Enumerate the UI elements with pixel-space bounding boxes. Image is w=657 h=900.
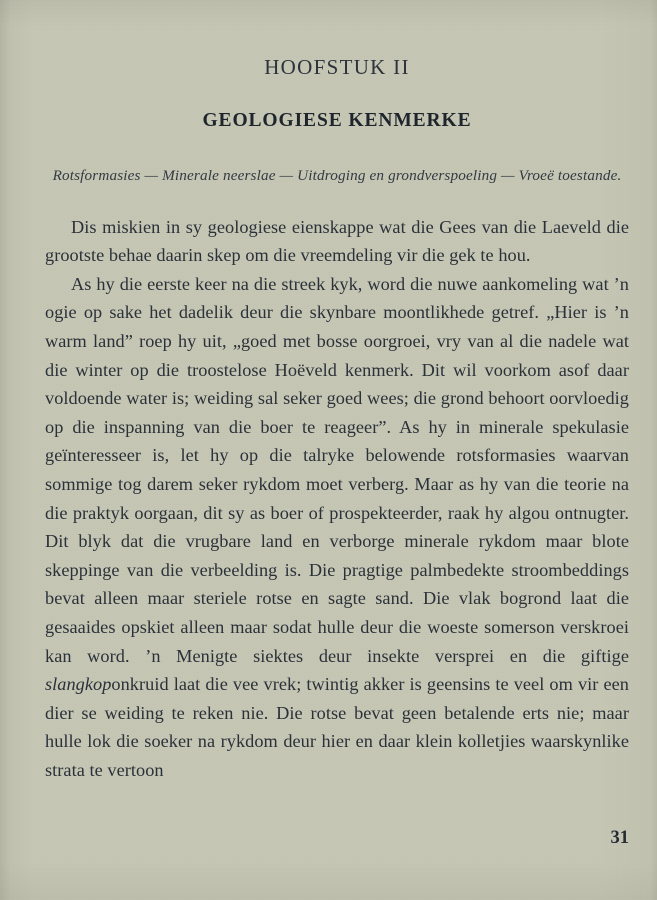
chapter-subtitle: Rotsformasies — Minerale neerslae — Uitdroging en grondverspoeling — Vroeë toestande.	[52, 167, 622, 184]
paragraph-2	[45, 270, 629, 785]
chapter-label: HOOFSTUK II	[264, 55, 410, 79]
paragraph-2-italic-term: slangkop	[45, 674, 112, 695]
page-title: GEOLOGIESE KENMERKE	[202, 110, 472, 131]
page-number: 31	[610, 828, 629, 848]
page-content	[45, 0, 629, 900]
paragraph-2-text-part-2: onkruid laat die vee vrek; twintig akker is geensins te veel om vir een dier se weiding te reken nie. Die rotse bevat geen betalende erts nie; maar hulle lok die soeker na rykdom deur hier en daar klein kolletjies waarskynlike strata te vertoon	[45, 674, 629, 780]
paragraph-2-text-part-1: As hy die eerste keer na die streek kyk, word die nuwe aankomeling wat ’n ogie op sake het dadelik deur die skynbare moontlikhede getref. „Hier is ’n warm land” roep hy uit, „goed met bosse oorgroei, vry van al die nadele wat die winter op die troostelose Hoëveld kenmerk. Dit wil voorkom asof daar voldoende water is; weiding sal seker goed wees; die grond behoort oorvloedig op die inspanning van die boer te reageer”. As hy in minerale spekulasie geïnteresseer is, let hy op die talryke belowende rotsformasies waarvan sommige tog darem seker rykdom moet verberg. Maar as hy van die teorie na die praktyk oorgaan, dit sy as boer of prospekteerder, raak hy algou ontnugter. Dit blyk dat die vrugbare land en verborge minerale rykdom maar blote skeppinge van die verbeelding is. Die pragtige palmbedekte stroombeddings bevat alleen maar steriele rotse en sagte sand. Die vlak bogrond laat die gesaaides opskiet alleen maar sodat hulle deur die woeste somerson verskroei kan word. ’n Menigte siektes deur insekte versprei en die giftige	[45, 273, 629, 666]
paragraph-1: Dis miskien in sy geologiese eienskappe wat die Gees van die Laeveld die grootste behae daarin skep om die vreemdeling vir die gek te hou.	[45, 216, 629, 266]
body-text	[45, 189, 629, 785]
